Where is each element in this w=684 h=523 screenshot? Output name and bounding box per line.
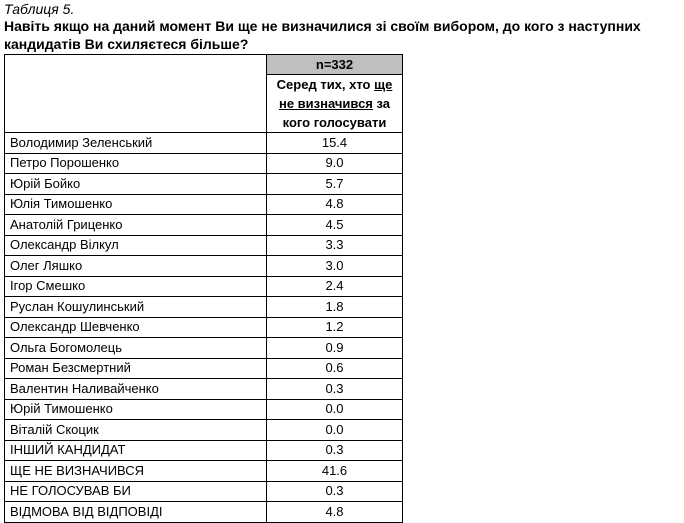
table-row xyxy=(5,133,403,154)
column-header-text-1: Серед тих, хто xyxy=(276,77,375,92)
percentage-value: 0.3 xyxy=(267,379,403,400)
percentage-value: 2.4 xyxy=(267,276,403,297)
percentage-value: 4.8 xyxy=(267,194,403,215)
table-row xyxy=(5,215,403,236)
percentage-value: 4.5 xyxy=(267,215,403,236)
table-row xyxy=(5,235,403,256)
candidate-name: ЩЕ НЕ ВИЗНАЧИВСЯ xyxy=(5,461,267,482)
candidate-name: Анатолій Гриценко xyxy=(5,215,267,236)
percentage-value: 5.7 xyxy=(267,174,403,195)
percentage-value: 0.0 xyxy=(267,420,403,441)
results-table-body xyxy=(5,55,403,523)
percentage-value: 0.9 xyxy=(267,338,403,359)
candidate-name: НЕ ГОЛОСУВАВ БИ xyxy=(5,481,267,502)
percentage-value: 0.3 xyxy=(267,481,403,502)
percentage-value: 9.0 xyxy=(267,153,403,174)
percentage-value: 0.0 xyxy=(267,399,403,420)
percentage-value: 1.2 xyxy=(267,317,403,338)
table-row xyxy=(5,481,403,502)
candidate-name: Роман Безсмертний xyxy=(5,358,267,379)
candidate-name: Юлія Тимошенко xyxy=(5,194,267,215)
table-row xyxy=(5,399,403,420)
candidate-name: Віталій Скоцик xyxy=(5,420,267,441)
table-row xyxy=(5,379,403,400)
table-row xyxy=(5,256,403,277)
table-row xyxy=(5,358,403,379)
candidate-name: Олег Ляшко xyxy=(5,256,267,277)
candidate-name: Петро Порошенко xyxy=(5,153,267,174)
column-header-text-underlined: ще не визначився xyxy=(278,77,393,111)
candidate-name: ВІДМОВА ВІД ВІДПОВІДІ xyxy=(5,502,267,523)
percentage-value: 15.4 xyxy=(267,133,403,154)
table-row xyxy=(5,440,403,461)
header-blank-cell xyxy=(5,55,267,75)
table-caption: Таблиця 5. xyxy=(4,1,75,17)
results-table xyxy=(4,54,403,523)
candidate-name: Руслан Кошулинський xyxy=(5,297,267,318)
candidate-name: Ігор Смешко xyxy=(5,276,267,297)
sample-size-row xyxy=(5,55,403,75)
percentage-value: 3.0 xyxy=(267,256,403,277)
percentage-value: 0.3 xyxy=(267,440,403,461)
table-row xyxy=(5,194,403,215)
candidate-name: ІНШИЙ КАНДИДАТ xyxy=(5,440,267,461)
candidate-name: Юрій Бойко xyxy=(5,174,267,195)
survey-question: Навіть якщо на даний момент Ви ще не визначилися зі своїм вибором, до кого з наступних кандидатів Ви схиляєтеся більше? xyxy=(4,18,641,52)
sample-size-cell: n=332 xyxy=(267,55,403,75)
header-blank-cell-lower xyxy=(5,75,267,133)
percentage-value: 3.3 xyxy=(267,235,403,256)
candidate-name: Олександр Шевченко xyxy=(5,317,267,338)
percentage-value: 0.6 xyxy=(267,358,403,379)
percentage-value: 1.8 xyxy=(267,297,403,318)
candidate-name: Олександр Вілкул xyxy=(5,235,267,256)
percentage-value: 4.8 xyxy=(267,502,403,523)
table-row xyxy=(5,338,403,359)
column-header-row xyxy=(5,75,403,133)
table-row xyxy=(5,174,403,195)
table-row xyxy=(5,461,403,482)
table-row xyxy=(5,502,403,523)
table-row xyxy=(5,297,403,318)
candidate-name: Ольга Богомолець xyxy=(5,338,267,359)
table-row xyxy=(5,153,403,174)
column-header xyxy=(267,75,403,133)
percentage-value: 41.6 xyxy=(267,461,403,482)
column-header-text-2: за кого голосувати xyxy=(282,96,391,130)
table-row xyxy=(5,317,403,338)
candidate-name: Юрій Тимошенко xyxy=(5,399,267,420)
candidate-name: Володимир Зеленський xyxy=(5,133,267,154)
table-row xyxy=(5,420,403,441)
candidate-name: Валентин Наливайченко xyxy=(5,379,267,400)
table-row xyxy=(5,276,403,297)
